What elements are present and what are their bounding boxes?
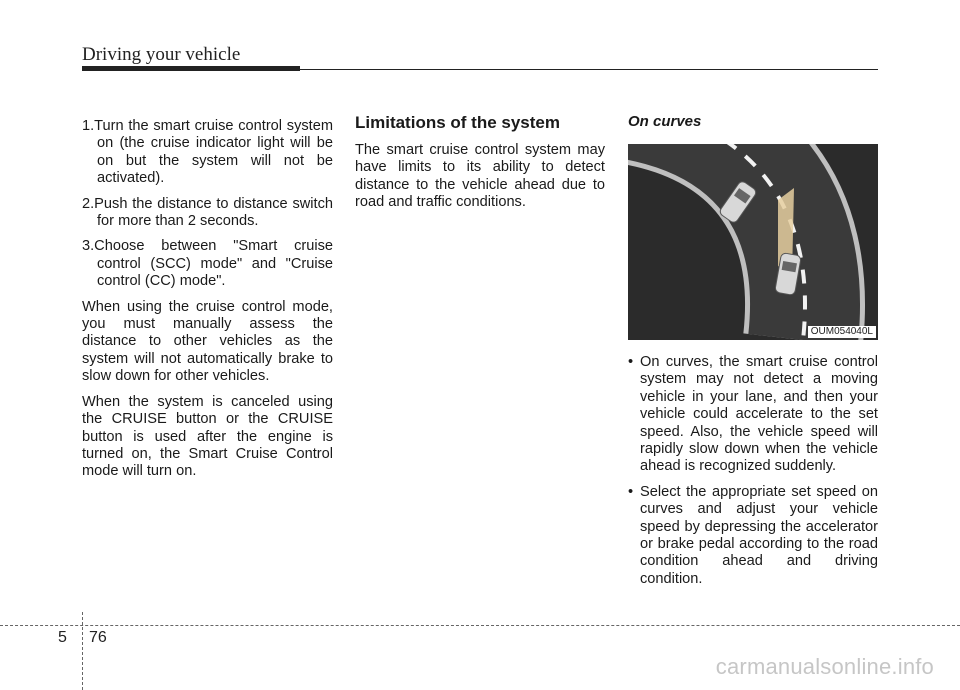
figure-code-label: OUM054040L [808,326,876,338]
left-column [82,118,333,489]
steps-list [82,118,333,291]
bullet-text: Select the appropriate set speed on curves and adjust your vehicle speed by depressing the accelerator or brake pedal according to the road condition ahead and driving condition. [640,483,878,587]
footer-dashed-rule [0,625,960,626]
body-paragraph: When using the cruise control mode, you must manually assess the distance to other vehicles as the system will not automatically brake to slow down for other vehicles. [82,298,333,385]
bullet-list [628,354,878,588]
footer-dashed-divider [82,612,83,690]
body-paragraph: The smart cruise control system may have limits to its ability to detect distance to the vehicle ahead due to road and traffic conditions. [355,142,605,211]
subsection-heading: On curves [628,113,702,130]
watermark-logo-text: carmanualsonline.info [715,654,934,679]
header-rule-thin [300,69,878,70]
bullet-text: On curves, the smart cruise control system may not detect a moving vehicle in your lane, and then your vehicle could accelerate to the set speed. Also, the vehicle speed will rapidly slow down when the vehicle ahead is recognized suddenly. [640,354,878,475]
page-number: 76 [89,629,107,646]
section-heading: Limitations of the system [355,113,560,132]
bullet-icon: • [628,483,634,500]
right-column [628,113,878,596]
bullet-item [628,354,878,476]
chapter-number: 5 [58,629,67,646]
step-item: 1.Turn the smart cruise control system on (the cruise indicator light will be on but the system will not be activated). [82,118,333,187]
step-item: 2.Push the distance to distance switch for more than 2 seconds. [82,195,333,230]
middle-column [355,113,605,220]
bullet-item [628,484,878,588]
header-rule-thick [82,66,300,71]
page-header-title: Driving your vehicle [82,44,241,65]
curve-road-illustration [628,144,878,340]
step-item: 3.Choose between "Smart cruise control (SCC) mode" and "Cruise control (CC) mode". [82,238,333,290]
curve-road-svg [628,144,878,340]
body-paragraph: When the system is canceled using the CRUISE button or the CRUISE button is used after the engine is turned on, the Smart Cruise Control mode will turn on. [82,393,333,480]
bullet-icon: • [628,354,634,370]
